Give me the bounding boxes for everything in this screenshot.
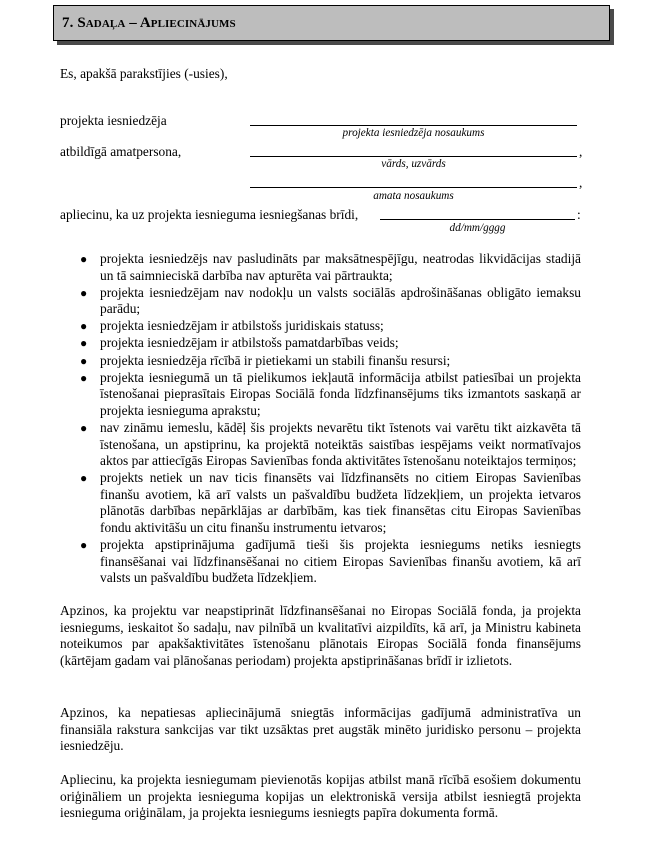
applicant-label: projekta iesniedzēja (60, 113, 167, 128)
section-header (53, 5, 610, 41)
official-label: atbildīgā amatpersona, (60, 144, 182, 159)
date-field[interactable] (380, 219, 575, 220)
position-comma: , (579, 175, 583, 190)
list-item (60, 420, 581, 470)
bullet-icon: ● (80, 538, 88, 553)
bullet-icon: ● (80, 319, 88, 334)
applicant-caption: projekta iesniedzēja nosaukums (342, 127, 485, 139)
list-item-text: projekta iesniedzējs nav pasludināts par maksātnespējīgu, neatrodas likvidācijas stadijā un tā saimnieciskā darbība nav apturēta vai pārtraukta; (100, 251, 581, 283)
list-item (60, 537, 581, 587)
list-item (60, 353, 581, 370)
list-item-text: projekta iesniedzējam ir atbilstošs pamatdarbības veids; (100, 335, 399, 351)
paragraph-sanctions: Apzinos, ka nepatiesas apliecinājumā sniegtās informācijas gadījumā administratīva un finansiāla rakstura sankcijas var tikt uzsāktas pret augstāk minēto juridisko personu – projekta iesniedzēju. (60, 705, 581, 754)
list-item-text: projekts netiek un nav ticis finansēts vai līdzfinansēts no citiem Eiropas Savienības finanšu avotiem, kā arī valsts un pašvaldību budžeta līdzekļiem, un projekta ietvaros plānotās darbības nepārklājas ar darbībām, kas tiek finansētas citu Eiropas Savienības fondu aktivitāšu un citu finanšu instrumentu ietvaros; (100, 470, 581, 535)
official-comma: , (579, 144, 583, 159)
bullet-icon: ● (80, 353, 88, 368)
list-item (60, 251, 581, 284)
official-caption: vārds, uzvārds (381, 158, 446, 170)
section-number: 7. (62, 15, 74, 31)
list-item (60, 318, 581, 335)
list-item-text: projekta iesniedzēja rīcībā ir pietiekami un stabili finanšu resursi; (100, 352, 451, 368)
list-item-text: nav zināmu iemeslu, kādēļ šis projekts nevarētu tikt īstenots vai varētu tikt aizkavēta tā īstenošana, un apstiprinu, ka projektā noteiktās saistības iespējams veikt normatīvajos aktos par attiecīgās Eiropas Savienības fonda aktivitātes īstenošanu noteiktajos termiņos; (100, 419, 581, 469)
certify-label: apliecinu, ka uz projekta iesnieguma iesniegšanas brīdi, (60, 207, 359, 222)
bullet-icon: ● (80, 420, 88, 435)
bullet-icon: ● (80, 336, 88, 351)
list-item-text: projekta iesniedzējam nav nodokļu un valsts sociālās apdrošināšanas obligāto iemaksu parādu; (100, 284, 581, 317)
section-title-main: Apliecinājums (139, 15, 236, 31)
list-item (60, 285, 581, 318)
official-name-field[interactable] (250, 156, 577, 157)
list-item-text: projekta apstiprinājuma gadījumā tieši šis projekta iesniegums netiks iesniegts finansēšanai vai līdzfinansēšanai no citiem Eiropas Savienības finanšu avotiem, kā arī valsts un pašvaldību budžeta līdzekļiem. (100, 537, 581, 586)
bullet-icon: ● (80, 285, 88, 300)
position-caption: amata nosaukums (373, 190, 454, 202)
list-item (60, 335, 581, 352)
list-item (60, 470, 581, 536)
applicant-name-field[interactable] (250, 125, 577, 126)
conditions-list (60, 251, 581, 587)
section-title (62, 15, 236, 32)
position-field[interactable] (250, 187, 577, 188)
bullet-icon: ● (80, 370, 88, 385)
list-item-text: projekta iesniegumā un tā pielikumos iekļautā informācija atbilst patiesībai un projekta īstenošanai pieprasītais Eiropas Sociālā fonda līdzfinansējums tiks izmantots saskaņā ar projekta iesnieguma aprakstu; (100, 369, 581, 418)
date-caption: dd/mm/gggg (449, 222, 506, 234)
paragraph-funding: Apzinos, ka projektu var neapstiprināt līdzfinansēšanai no Eiropas Sociālā fonda, ja projekta iesniegums, ieskaitot šo sadaļu, nav pilnībā un kvalitatīvi aizpildīts, kā arī, ja Ministru kabineta noteikumos par apakšaktivitātes īstenošanu plānotais Eiropas Sociālā fonda finansējums (kārtējam gadam vai plānošanas periodam) projekta apstiprināšanas brīdī ir izlietots. (60, 603, 581, 669)
date-colon: : (577, 207, 581, 222)
bullet-icon: ● (80, 471, 88, 486)
intro-text: Es, apakšā parakstījies (-usies), (60, 66, 228, 81)
bullet-icon: ● (80, 252, 88, 266)
list-item (60, 370, 581, 420)
list-item-text: projekta iesniedzējam ir atbilstošs juridiskais statuss; (100, 318, 384, 334)
section-title-prefix: Sadaļa – (77, 15, 140, 31)
paragraph-copies: Apliecinu, ka projekta iesniegumam pievienotās kopijas atbilst manā rīcībā esošiem dokumentu oriģināliem un projekta iesnieguma kopijas un elektroniskā versija atbilst iesniegtā projekta iesnieguma oriģinālam, ja projekta iesniegums iesniegts papīra dokumenta formā. (60, 772, 581, 821)
